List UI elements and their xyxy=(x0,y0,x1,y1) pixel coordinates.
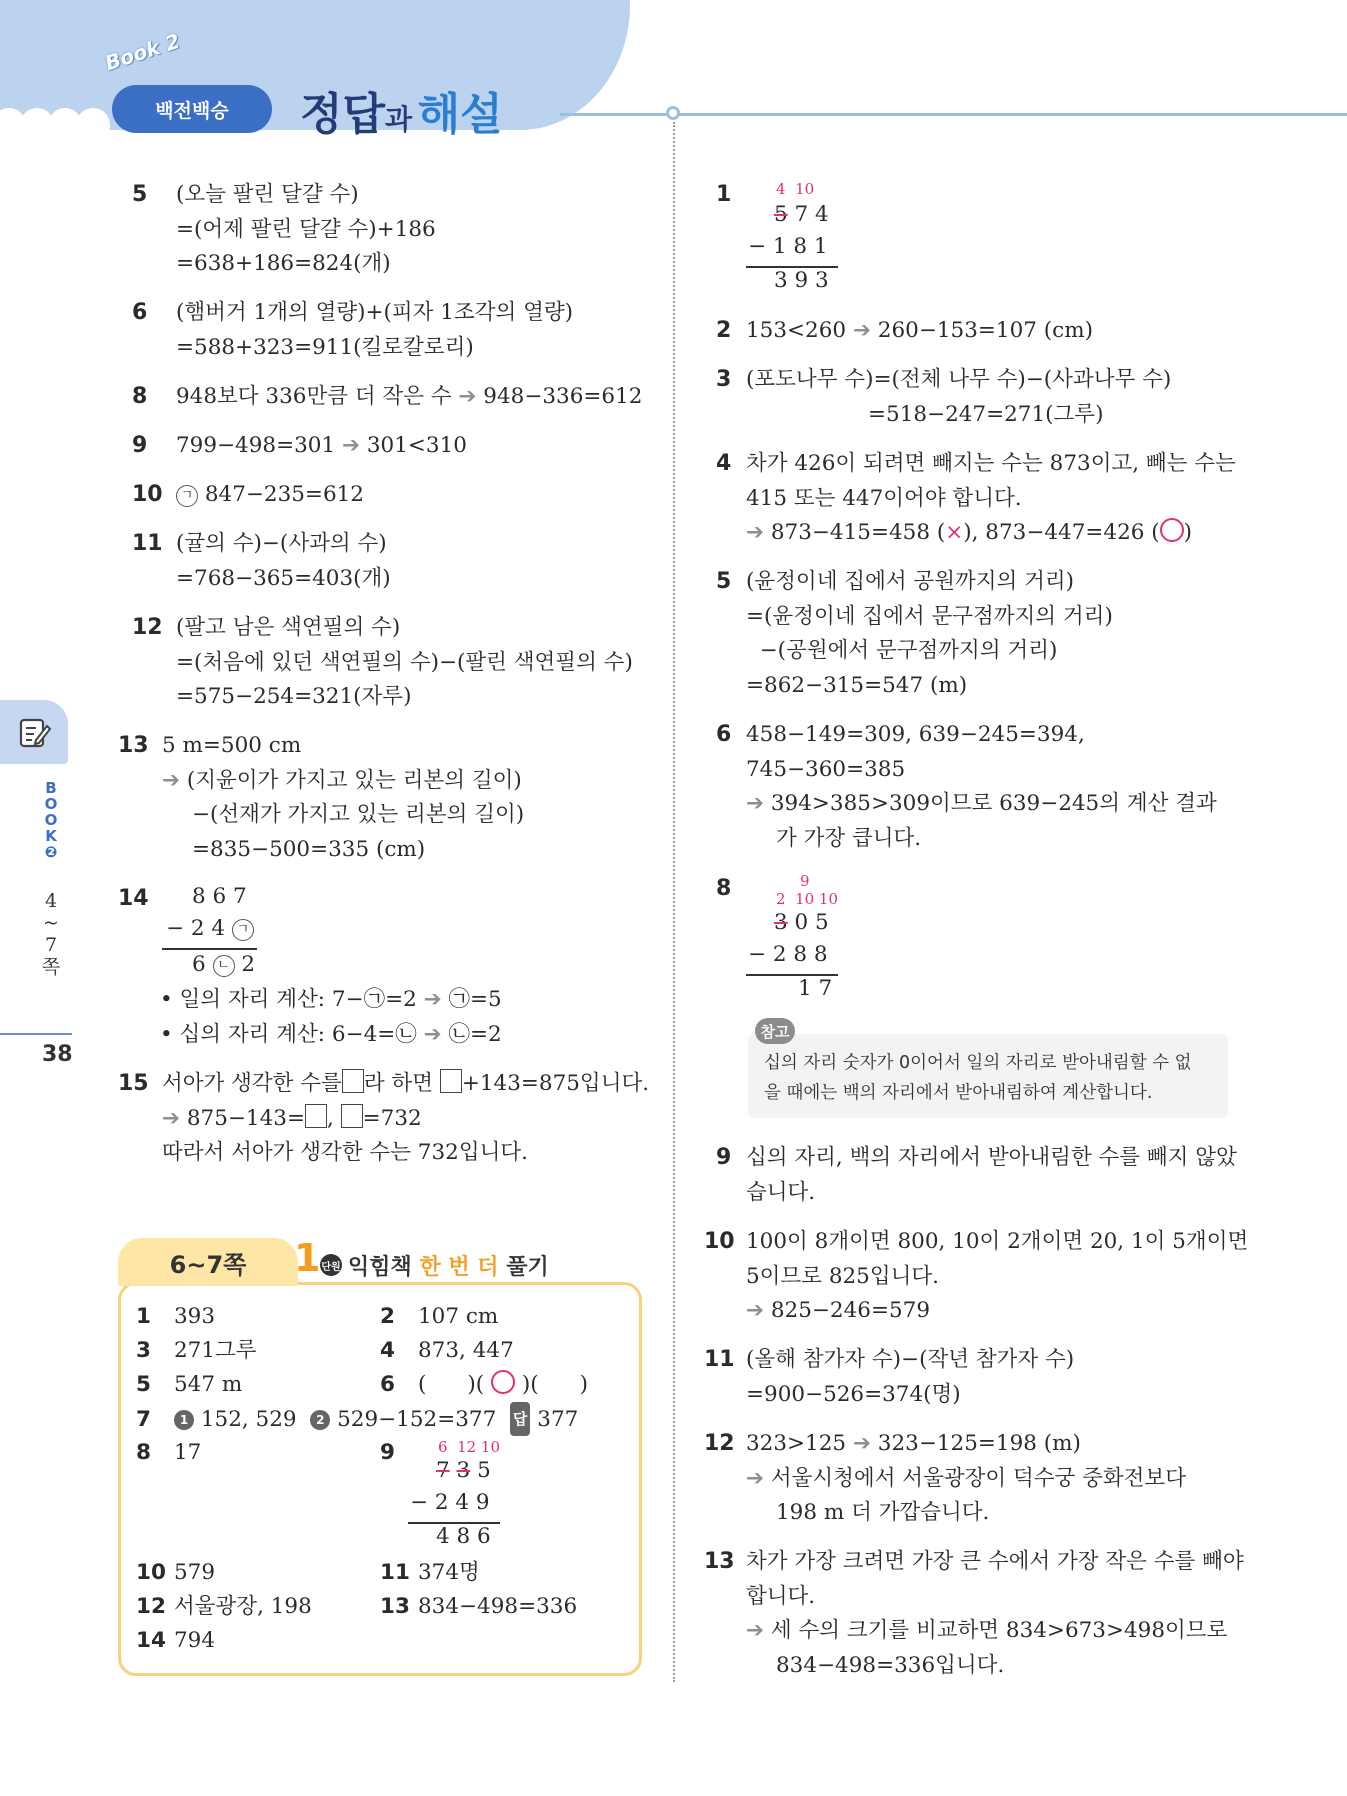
difference xyxy=(192,952,255,977)
borrow-digits: 6 12 10 xyxy=(438,1438,501,1456)
answer-14 xyxy=(136,1624,215,1658)
answer-number: 4 xyxy=(380,1338,395,1363)
book-letter: O xyxy=(44,795,58,813)
solution-line: =638+186=824(개) xyxy=(176,251,391,276)
solution-line: 따라서 서아가 생각한 수는 732입니다. xyxy=(162,1140,528,1165)
answer-value: 107 cm xyxy=(418,1304,499,1329)
difference: 1 7 xyxy=(798,976,833,1001)
answer-number: 8 xyxy=(136,1440,151,1465)
crossed-digit: 5 xyxy=(774,202,788,227)
arrow-icon: ➔ xyxy=(746,1298,765,1323)
subtrahend: − 2 4 9 xyxy=(410,1490,490,1515)
note-line: 을 때에는 백의 자리에서 받아내림하여 계산합니다. xyxy=(764,1083,1153,1103)
solution-text: 서울시청에서 서울광장이 덕수궁 중화전보다 xyxy=(770,1465,1186,1491)
memo-pencil-icon xyxy=(16,714,52,750)
crossed-digit: 3 xyxy=(774,910,788,935)
solution-text: 서아가 생각한 수를 xyxy=(162,1071,342,1096)
solution-line: 415 또는 447이어야 합니다. xyxy=(746,485,1022,511)
solution-text: +143=875입니다. xyxy=(461,1071,650,1096)
solution-line: 5이므로 825입니다. xyxy=(746,1263,939,1289)
problem-number: 5 xyxy=(716,569,732,594)
circle-mark-icon xyxy=(1160,518,1184,542)
answer-number: 5 xyxy=(136,1372,151,1397)
problem-number: 11 xyxy=(132,531,163,556)
sum-rule xyxy=(162,948,257,950)
answer-12 xyxy=(136,1590,312,1624)
answer-number: 11 xyxy=(380,1560,410,1585)
arrow-icon: ➔ xyxy=(341,433,360,458)
vertical-subtraction-r8 xyxy=(746,872,856,1002)
side-rule xyxy=(0,1033,72,1035)
summary-pages-tab: 6~7쪽 xyxy=(118,1238,298,1286)
series-badge: 백전백승 xyxy=(112,85,272,133)
arrow-icon: ➔ xyxy=(162,1105,181,1131)
header-rule-dot xyxy=(666,106,680,120)
solution-text: 260−153=107 (cm) xyxy=(877,318,1093,343)
circled-nieun-symbol: ㄴ xyxy=(213,955,235,977)
answer-value: 873, 447 xyxy=(418,1338,514,1363)
difference-digit: 6 xyxy=(192,952,206,977)
side-tab xyxy=(0,700,68,764)
solution-line: =518−247=271(그루) xyxy=(868,401,1104,427)
answer-3 xyxy=(136,1334,257,1368)
arrow-icon: ➔ xyxy=(852,318,871,343)
step-1-badge: 1 xyxy=(174,1410,194,1430)
vertical-subtraction-r1 xyxy=(746,182,856,292)
solution-line: 합니다. xyxy=(746,1583,816,1609)
solution-line: (팔고 남은 색연필의 수) xyxy=(176,615,401,640)
solution-line: −(공원에서 문구점까지의 거리) xyxy=(746,638,1058,663)
answer-paren: ( xyxy=(418,1372,427,1397)
solution-text: 948보다 336만큼 더 작은 수 xyxy=(176,384,452,409)
problem-number: 12 xyxy=(704,1431,735,1456)
answer-number: 10 xyxy=(136,1560,166,1585)
wrong-mark: × xyxy=(945,520,964,545)
problem-number: 11 xyxy=(704,1347,735,1372)
vertical-subtraction-9 xyxy=(408,1440,518,1550)
answer-value: 579 xyxy=(174,1560,216,1585)
page-range-char: 4 xyxy=(44,890,58,912)
problem-number: 10 xyxy=(704,1229,735,1254)
solution-line: 198 m 더 가깝습니다. xyxy=(776,1500,990,1525)
answer-number: 6 xyxy=(380,1372,395,1397)
answer-value: 서울광장, 198 xyxy=(174,1594,312,1619)
unit-number: 1 xyxy=(294,1236,321,1280)
difference: 3 9 3 xyxy=(774,268,829,293)
borrow-digit-top: 9 xyxy=(800,872,810,890)
book-label: Book 2 xyxy=(102,28,183,76)
problem-number: 12 xyxy=(132,615,163,640)
solution-text: (지윤이가 가지고 있는 리본의 길이) xyxy=(186,767,522,793)
problem-number: 13 xyxy=(118,733,149,758)
answer-number: 1 xyxy=(136,1304,151,1329)
problem-number: 9 xyxy=(132,433,148,458)
arrow-icon: ➔ xyxy=(852,1431,871,1456)
answer-value: 794 xyxy=(174,1628,216,1653)
answer-11 xyxy=(380,1556,480,1590)
minuend xyxy=(436,1458,491,1483)
borrow-digits: 4 10 xyxy=(776,180,815,198)
solution-text: 라 하면 xyxy=(363,1071,433,1096)
answer-8 xyxy=(136,1436,201,1470)
solution-text: 세 수의 크기를 비교하면 834>673>498이므로 xyxy=(770,1618,1228,1643)
answer-1 xyxy=(136,1300,215,1334)
solution-text: 825−246=579 xyxy=(770,1298,930,1323)
title-part-2: 과 xyxy=(385,103,413,136)
blank-box xyxy=(342,1069,364,1093)
difference-digit: 2 xyxy=(241,952,256,977)
arrow-icon: ➔ xyxy=(746,791,765,816)
column-divider xyxy=(673,122,675,1682)
answer-value: 834−498=336 xyxy=(418,1594,578,1619)
problem-number: 2 xyxy=(716,318,732,343)
solution-line: =(어제 팔린 달걀 수)+186 xyxy=(176,216,436,242)
solution-line: 834−498=336입니다. xyxy=(776,1652,1005,1678)
problem-number: 8 xyxy=(716,876,732,901)
solution-line: =(윤정이네 집에서 문구점까지의 거리) xyxy=(746,603,1113,629)
answer-value: 547 m xyxy=(174,1372,243,1397)
solution-line: (햄버거 1개의 열량)+(피자 1조각의 열량) xyxy=(176,300,574,325)
problem-number: 9 xyxy=(716,1145,732,1170)
answer-paren: )( xyxy=(521,1372,539,1397)
bullet-text: ㉠=5 xyxy=(448,987,502,1012)
summary-label: 풀기 xyxy=(506,1255,549,1280)
subtrahend: − 1 8 1 xyxy=(748,234,828,259)
solution-line: 차가 426이 되려면 빼지는 수는 873이고, 빼는 수는 xyxy=(746,451,1236,476)
answer-number: 3 xyxy=(136,1338,151,1363)
solution-line: (포도나무 수)=(전체 나무 수)−(사과나무 수) xyxy=(746,367,1172,392)
solution-text: 301<310 xyxy=(366,433,467,458)
solution-text: 847−235=612 xyxy=(204,482,364,507)
minuend xyxy=(774,202,829,227)
answer-number: 14 xyxy=(136,1628,166,1653)
digits: 0 5 xyxy=(794,910,829,935)
page-range-char: 7 xyxy=(44,934,58,956)
answer-value: 393 xyxy=(174,1304,216,1329)
solution-line: =(처음에 있던 색연필의 수)−(팔린 색연필의 수) xyxy=(176,649,633,675)
solution-text: 873−415=458 ( xyxy=(770,520,946,545)
problem-number: 10 xyxy=(132,482,163,507)
answer-number: 2 xyxy=(380,1304,395,1329)
solution-line: (오늘 팔린 달걀 수) xyxy=(176,182,359,207)
solution-text: 323>125 xyxy=(746,1431,847,1456)
solution-line: =575−254=321(자루) xyxy=(176,684,412,709)
solution-text: ) xyxy=(1183,520,1193,545)
arrow-icon: ➔ xyxy=(746,1465,765,1491)
blank-box xyxy=(305,1104,327,1128)
answer-number: 12 xyxy=(136,1594,166,1619)
answer-5 xyxy=(136,1368,242,1402)
solution-line: 습니다. xyxy=(746,1179,816,1205)
solution-text: ), 873−447=426 ( xyxy=(963,520,1160,545)
solution-line: 100이 8개이면 800, 10이 2개이면 20, 1이 5개이면 xyxy=(746,1229,1249,1254)
page-number: 38 xyxy=(42,1042,73,1067)
step-2-badge: 2 xyxy=(310,1410,330,1430)
book-letter: O xyxy=(44,811,58,829)
answer-6 xyxy=(380,1368,588,1402)
answer-value: 374명 xyxy=(418,1560,480,1585)
problem-number: 6 xyxy=(132,300,148,325)
arrow-icon: ➔ xyxy=(746,520,765,545)
answer-number: 7 xyxy=(136,1407,151,1432)
solution-text: , xyxy=(326,1105,334,1131)
borrow-digits: 2 10 10 xyxy=(776,890,839,908)
header-scallop xyxy=(76,108,110,142)
problem-number: 6 xyxy=(716,722,732,747)
answer-value: 152, 529 xyxy=(200,1407,297,1432)
problem-number: 8 xyxy=(132,384,148,409)
solution-line: 5 m=500 cm xyxy=(162,733,302,758)
solution-line: =835−500=335 (cm) xyxy=(192,836,426,862)
subtrahend: − 2 8 8 xyxy=(748,942,828,967)
page-range-char: 쪽 xyxy=(41,956,61,978)
solution-line: =900−526=374(명) xyxy=(746,1381,961,1407)
solution-line: =768−365=403(개) xyxy=(176,565,391,591)
bullet-text: • 일의 자리 계산: 7−㉠=2 xyxy=(160,987,417,1012)
problem-14-bullets xyxy=(160,983,502,1052)
digit: 5 xyxy=(477,1458,491,1483)
blank-box xyxy=(341,1104,363,1128)
note-line: 십의 자리 숫자가 0이어서 일의 자리로 받아내림할 수 없 xyxy=(764,1053,1192,1073)
circle-mark-icon xyxy=(491,1370,515,1394)
reference-tag: 참고 xyxy=(755,1018,795,1044)
title-part-3: 해설 xyxy=(417,89,503,140)
solution-line: (올해 참가자 수)−(작년 참가자 수) xyxy=(746,1347,1075,1372)
problem-number: 14 xyxy=(118,886,149,911)
subtrahend-digits: − 2 4 xyxy=(166,916,226,941)
crossed-digit: 3 xyxy=(456,1458,471,1483)
answer-value: 529−152=377 xyxy=(337,1407,497,1432)
answer-10 xyxy=(136,1556,215,1590)
problem-number: 3 xyxy=(716,367,732,392)
book-vertical-label xyxy=(40,780,62,860)
answer-tag-badge: 답 xyxy=(510,1402,531,1436)
summary-label-highlight: 한 번 더 xyxy=(419,1255,499,1280)
minuend: 8 6 7 xyxy=(192,884,247,909)
arrow-icon: ➔ xyxy=(458,384,477,409)
book-letter: ❷ xyxy=(44,843,58,861)
arrow-icon: ➔ xyxy=(423,1021,442,1047)
arrow-icon: ➔ xyxy=(162,767,181,793)
solution-line: (귤의 수)−(사과의 수) xyxy=(176,531,387,556)
solution-text: =732 xyxy=(362,1105,422,1131)
arrow-icon: ➔ xyxy=(423,987,442,1012)
book-letter: B xyxy=(45,779,57,797)
answer-7 xyxy=(136,1402,578,1437)
problem-number: 4 xyxy=(716,451,732,476)
digits: 7 4 xyxy=(787,202,829,227)
solution-line: =588+323=911(킬로칼로리) xyxy=(176,334,474,360)
answer-number: 9 xyxy=(380,1440,395,1465)
solution-text: 875−143= xyxy=(186,1105,305,1131)
title-part-1: 정답 xyxy=(300,89,386,140)
unit-badge: 단원 xyxy=(320,1254,342,1276)
page-title xyxy=(300,78,503,142)
answer-paren: )( xyxy=(467,1372,485,1397)
book-letter: K xyxy=(45,827,57,845)
bullet-text: ㉡=2 xyxy=(448,1021,502,1047)
solution-text: 948−336=612 xyxy=(483,384,643,409)
page-range-char: ~ xyxy=(43,912,59,934)
answer-4 xyxy=(380,1334,514,1368)
answer-paren: ) xyxy=(579,1372,589,1397)
answer-value: 271그루 xyxy=(174,1338,257,1363)
arrow-icon: ➔ xyxy=(746,1618,765,1643)
solution-text: 799−498=301 xyxy=(176,433,336,458)
solution-text: 394>385>309이므로 639−245의 계산 결과 xyxy=(770,791,1217,816)
vertical-subtraction-14 xyxy=(162,882,272,992)
reference-note-text xyxy=(764,1048,1224,1108)
solution-line: =862−315=547 (m) xyxy=(746,672,968,698)
solution-text: 323−125=198 (m) xyxy=(877,1431,1081,1456)
answer-value: 17 xyxy=(174,1440,202,1465)
summary-label: 익힘책 xyxy=(348,1255,412,1280)
solution-line: 차가 가장 크려면 가장 큰 수에서 가장 작은 수를 빼야 xyxy=(746,1549,1244,1574)
problem-number: 15 xyxy=(118,1071,149,1096)
minuend xyxy=(774,910,829,935)
problem-number: 1 xyxy=(716,182,732,207)
problem-number: 5 xyxy=(132,182,148,207)
solution-text: 153<260 xyxy=(746,318,847,343)
solution-line: 가 가장 큽니다. xyxy=(776,825,922,851)
solution-line: 458−149=309, 639−245=394, xyxy=(746,722,1085,747)
blank-box xyxy=(440,1069,462,1093)
bullet-text: • 십의 자리 계산: 6−4=㉡ xyxy=(160,1021,417,1047)
subtrahend xyxy=(166,916,254,941)
page-range-vertical xyxy=(36,890,66,978)
answer-2 xyxy=(380,1300,498,1334)
answer-number: 13 xyxy=(380,1594,410,1619)
problem-number: 13 xyxy=(704,1549,735,1574)
solution-line: 십의 자리, 백의 자리에서 받아내림한 수를 빼지 않았 xyxy=(746,1145,1237,1170)
circled-giyeok-symbol: ㄱ xyxy=(176,485,198,507)
answer-value: 377 xyxy=(537,1407,579,1432)
solution-line: 745−360=385 xyxy=(746,756,906,782)
solution-line: (윤정이네 집에서 공원까지의 거리) xyxy=(746,569,1075,594)
answer-13 xyxy=(380,1590,577,1624)
solution-line: −(선재가 가지고 있는 리본의 길이) xyxy=(192,802,525,827)
crossed-digit: 7 xyxy=(436,1458,450,1483)
difference: 4 8 6 xyxy=(436,1524,491,1549)
circled-giyeok-symbol: ㄱ xyxy=(232,919,254,941)
